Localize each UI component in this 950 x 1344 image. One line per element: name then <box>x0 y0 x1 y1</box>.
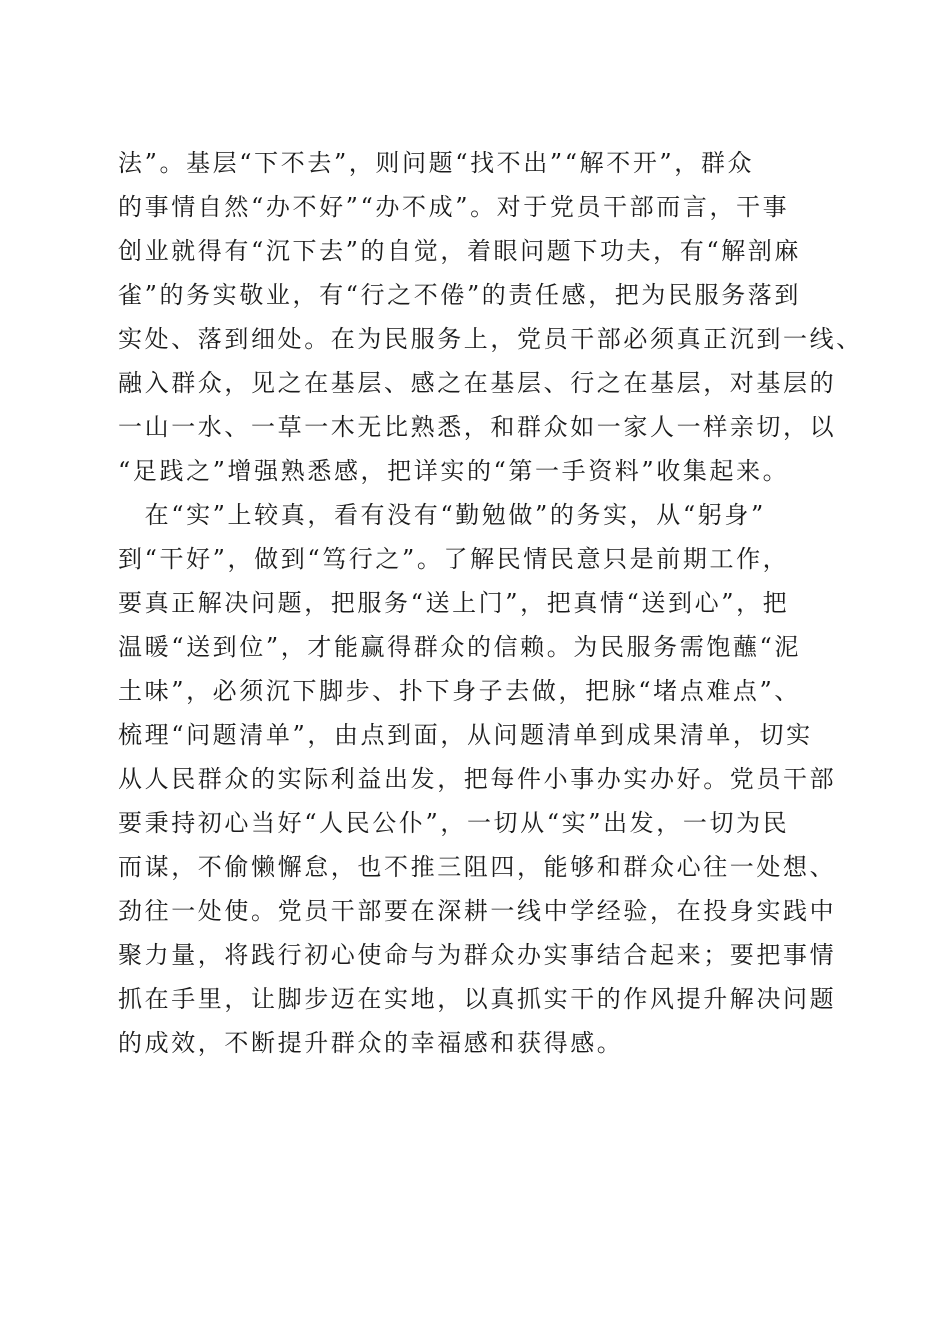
text-line: 聚力量，将践行初心使命与为群众办实事结合起来；要把事情 <box>118 941 837 969</box>
text-line: 而谋，不偷懒懈怠，也不推三阻四，能够和群众心往一处想、 <box>118 853 837 881</box>
text-line: 土味”，必须沉下脚步、扑下身子去做，把脉“堵点难点”、 <box>118 677 802 705</box>
document-body <box>118 141 863 1065</box>
text-line: 从人民群众的实际利益出发，把每件小事办实办好。党员干部 <box>118 765 837 793</box>
paragraph <box>118 141 863 493</box>
text-line: 温暖“送到位”，才能赢得群众的信赖。为民服务需饱蘸“泥 <box>118 633 802 661</box>
text-line: 雀”的务实敬业，有“行之不倦”的责任感，把为民服务落到 <box>118 281 802 309</box>
text-line: 融入群众，见之在基层、感之在基层、行之在基层，对基层的 <box>118 369 837 397</box>
text-line: “足践之”增强熟悉感，把详实的“第一手资料”收集起来。 <box>118 457 790 485</box>
text-line: 抓在手里，让脚步迈在实地，以真抓实干的作风提升解决问题 <box>118 985 837 1013</box>
text-line: 的成效，不断提升群众的幸福感和获得感。 <box>118 1029 624 1057</box>
text-line: 一山一水、一草一木无比熟悉，和群众如一家人一样亲切，以 <box>118 413 837 441</box>
text-line: 梳理“问题清单”，由点到面，从问题清单到成果清单，切实 <box>118 721 813 749</box>
text-line: 法”。基层“下不去”，则问题“找不出”“解不开”，群众 <box>118 149 755 177</box>
text-line: 实处、落到细处。在为民服务上，党员干部必须真正沉到一线、 <box>118 325 863 353</box>
text-line: 在“实”上较真，看有没有“勤勉做”的务实，从“躬身” <box>118 501 766 529</box>
text-line: 的事情自然“办不好”“办不成”。对于党员干部而言，干事 <box>118 193 790 221</box>
text-line: 劲往一处使。党员干部要在深耕一线中学经验，在投身实践中 <box>118 897 837 925</box>
text-line: 要真正解决问题，把服务“送上门”，把真情“送到心”，把 <box>118 589 790 617</box>
text-line: 到“干好”，做到“笃行之”。了解民情民意只是前期工作， <box>118 545 790 573</box>
paragraph <box>118 493 838 1065</box>
text-line: 要秉持初心当好“人民公仆”，一切从“实”出发，一切为民 <box>118 809 790 837</box>
text-line: 创业就得有“沉下去”的自觉，着眼问题下功夫，有“解剖麻 <box>118 237 802 265</box>
